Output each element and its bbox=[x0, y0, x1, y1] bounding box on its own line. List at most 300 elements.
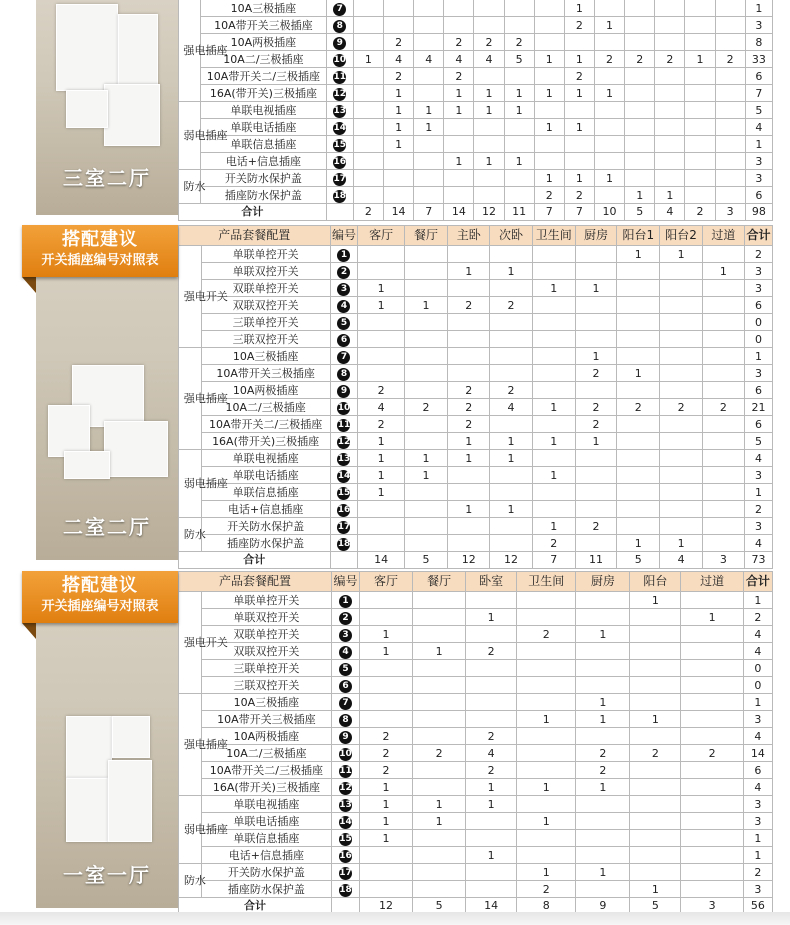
product-name: 开关防水保护盖 bbox=[201, 170, 327, 187]
cell-value bbox=[702, 535, 744, 552]
item-number bbox=[331, 609, 359, 626]
number-badge: 15 bbox=[339, 834, 352, 844]
cell-value bbox=[384, 153, 414, 170]
cell-value: 1 bbox=[660, 535, 702, 552]
cell-value: 2 bbox=[466, 643, 517, 660]
cell-value bbox=[448, 246, 490, 263]
cell-value bbox=[625, 119, 655, 136]
cell-value: 1 bbox=[532, 467, 575, 484]
floorplan-image bbox=[46, 4, 166, 154]
cell-value bbox=[358, 263, 404, 280]
cell-value bbox=[655, 34, 685, 51]
number-badge: 16 bbox=[333, 157, 347, 167]
cell-value bbox=[617, 433, 660, 450]
cell-value: 1 bbox=[384, 85, 414, 102]
cell-value bbox=[532, 297, 575, 314]
row-total: 3 bbox=[744, 518, 772, 535]
column-header: 客厅 bbox=[360, 572, 413, 592]
cell-value bbox=[504, 17, 534, 34]
cell-value bbox=[504, 119, 534, 136]
product-name: 单联电话插座 bbox=[201, 813, 331, 830]
cell-value bbox=[655, 102, 685, 119]
row-total: 3 bbox=[743, 813, 772, 830]
row-total: 6 bbox=[745, 68, 772, 85]
number-badge: 8 bbox=[339, 714, 352, 727]
cell-value bbox=[466, 592, 517, 609]
cell-value bbox=[360, 660, 413, 677]
cell-value bbox=[630, 762, 681, 779]
cell-value: 2 bbox=[625, 51, 655, 68]
item-number bbox=[331, 847, 359, 864]
cell-value bbox=[466, 813, 517, 830]
cell-value bbox=[594, 0, 624, 17]
cell-value bbox=[444, 119, 474, 136]
column-header: 编号 bbox=[330, 226, 358, 246]
cell-value bbox=[660, 331, 702, 348]
cell-value bbox=[630, 813, 681, 830]
product-name: 10A两极插座 bbox=[201, 382, 330, 399]
cell-value bbox=[360, 881, 413, 898]
table-row bbox=[179, 830, 773, 847]
item-number bbox=[330, 467, 358, 484]
cell-value: 2 bbox=[660, 399, 702, 416]
cell-value bbox=[660, 433, 702, 450]
cell-value bbox=[617, 382, 660, 399]
cell-value bbox=[448, 331, 490, 348]
cell-value bbox=[517, 677, 576, 694]
column-sum: 10 bbox=[594, 204, 624, 221]
table-row bbox=[179, 119, 773, 136]
cell-value bbox=[617, 314, 660, 331]
cell-value: 1 bbox=[702, 263, 744, 280]
cell-value bbox=[448, 467, 490, 484]
cell-value bbox=[353, 119, 383, 136]
cell-value: 1 bbox=[404, 297, 447, 314]
cell-value bbox=[413, 864, 466, 881]
header-row bbox=[179, 572, 773, 592]
cell-value bbox=[360, 864, 413, 881]
row-total: 3 bbox=[744, 263, 772, 280]
column-header: 卫生间 bbox=[517, 572, 576, 592]
cell-value: 2 bbox=[413, 745, 466, 762]
row-total: 3 bbox=[744, 467, 772, 484]
cell-value: 1 bbox=[532, 518, 575, 535]
product-name: 10A带开关二/三极插座 bbox=[201, 68, 327, 85]
product-name: 10A三极插座 bbox=[201, 0, 327, 17]
table-row bbox=[179, 813, 773, 830]
column-sum: 5 bbox=[404, 552, 447, 569]
row-total: 2 bbox=[744, 501, 772, 518]
cell-value bbox=[490, 518, 532, 535]
product-name: 插座防水保护盖 bbox=[201, 881, 331, 898]
product-name: 开关防水保护盖 bbox=[201, 864, 331, 881]
number-badge: 14 bbox=[333, 123, 347, 133]
table-row bbox=[179, 314, 773, 331]
category-label bbox=[179, 864, 206, 898]
cell-value: 1 bbox=[576, 626, 630, 643]
cell-value bbox=[617, 263, 660, 280]
fixture-table bbox=[178, 571, 773, 915]
cell-value: 4 bbox=[358, 399, 404, 416]
cell-value bbox=[625, 68, 655, 85]
cell-value: 1 bbox=[466, 847, 517, 864]
cell-value bbox=[630, 796, 681, 813]
product-name: 单联信息插座 bbox=[201, 136, 327, 153]
cell-value: 2 bbox=[564, 187, 594, 204]
column-sum: 14 bbox=[384, 204, 414, 221]
cell-value: 2 bbox=[681, 745, 743, 762]
cell-value bbox=[413, 609, 466, 626]
product-name: 10A三极插座 bbox=[201, 348, 330, 365]
table-row bbox=[179, 102, 773, 119]
cell-value: 1 bbox=[660, 246, 702, 263]
cell-value bbox=[685, 0, 715, 17]
row-total: 3 bbox=[745, 17, 772, 34]
item-number bbox=[330, 331, 358, 348]
cell-value bbox=[702, 365, 744, 382]
table-row bbox=[179, 745, 773, 762]
cell-value: 2 bbox=[384, 34, 414, 51]
cell-value bbox=[576, 813, 630, 830]
cell-value: 2 bbox=[575, 518, 616, 535]
cell-value: 1 bbox=[617, 246, 660, 263]
column-sum: 5 bbox=[617, 552, 660, 569]
cell-value: 2 bbox=[576, 745, 630, 762]
number-badge: 15 bbox=[337, 488, 351, 498]
row-total: 21 bbox=[744, 399, 772, 416]
cell-value bbox=[353, 187, 383, 204]
number-badge: 13 bbox=[333, 106, 347, 116]
table-row bbox=[179, 68, 773, 85]
table-row bbox=[179, 263, 773, 280]
cell-value bbox=[715, 170, 745, 187]
table-row bbox=[179, 0, 773, 17]
cell-value: 1 bbox=[404, 450, 447, 467]
cell-value bbox=[715, 85, 745, 102]
cell-value: 1 bbox=[630, 592, 681, 609]
cell-value: 1 bbox=[358, 450, 404, 467]
table-row bbox=[179, 280, 773, 297]
item-number bbox=[326, 17, 353, 34]
cell-value bbox=[534, 17, 564, 34]
product-name: 16A(带开关)三极插座 bbox=[201, 779, 331, 796]
item-number bbox=[330, 314, 358, 331]
column-sum: 5 bbox=[625, 204, 655, 221]
cell-value bbox=[353, 68, 383, 85]
section-three-room bbox=[0, 0, 790, 219]
product-name: 三联双控开关 bbox=[201, 677, 331, 694]
cell-value: 1 bbox=[630, 881, 681, 898]
product-name: 三联单控开关 bbox=[201, 660, 331, 677]
product-name: 单联双控开关 bbox=[201, 609, 331, 626]
column-sum: 2 bbox=[685, 204, 715, 221]
cell-value bbox=[630, 643, 681, 660]
item-number bbox=[331, 796, 359, 813]
column-sum: 7 bbox=[534, 204, 564, 221]
product-name: 10A带开关三极插座 bbox=[201, 711, 331, 728]
product-name: 10A带开关二/三极插座 bbox=[201, 762, 331, 779]
cell-value bbox=[630, 626, 681, 643]
cell-value: 1 bbox=[444, 85, 474, 102]
column-header: 阳台1 bbox=[617, 226, 660, 246]
number-badge: 10 bbox=[333, 55, 347, 65]
cell-value bbox=[353, 153, 383, 170]
cell-value bbox=[681, 660, 743, 677]
banner-title: 搭配建议 bbox=[62, 229, 138, 250]
number-badge: 9 bbox=[337, 385, 350, 398]
cell-value bbox=[617, 348, 660, 365]
cell-value bbox=[685, 85, 715, 102]
cell-value: 2 bbox=[466, 762, 517, 779]
cell-value: 1 bbox=[534, 119, 564, 136]
item-number bbox=[330, 450, 358, 467]
cell-value bbox=[490, 365, 532, 382]
cell-value: 1 bbox=[490, 450, 532, 467]
cell-value: 1 bbox=[504, 85, 534, 102]
row-total: 1 bbox=[745, 0, 772, 17]
cell-value bbox=[358, 501, 404, 518]
product-name: 单联电视插座 bbox=[201, 102, 327, 119]
cell-value: 1 bbox=[504, 102, 534, 119]
cell-value: 1 bbox=[360, 796, 413, 813]
table-row bbox=[179, 779, 773, 796]
item-number bbox=[326, 153, 353, 170]
cell-value bbox=[617, 450, 660, 467]
cell-value bbox=[594, 34, 624, 51]
cell-value bbox=[490, 416, 532, 433]
column-header: 客厅 bbox=[358, 226, 404, 246]
item-number bbox=[326, 0, 353, 17]
table-row bbox=[179, 796, 773, 813]
cell-value bbox=[384, 0, 414, 17]
cell-value: 2 bbox=[384, 68, 414, 85]
column-sum: 14 bbox=[466, 898, 517, 915]
column-sum: 9 bbox=[576, 898, 630, 915]
row-total: 6 bbox=[744, 297, 772, 314]
number-badge: 5 bbox=[339, 663, 352, 676]
cell-value: 2 bbox=[575, 365, 616, 382]
banner-title: 搭配建议 bbox=[62, 575, 138, 596]
cell-value bbox=[414, 153, 444, 170]
cell-value bbox=[490, 467, 532, 484]
cell-value bbox=[534, 136, 564, 153]
cell-value bbox=[617, 331, 660, 348]
number-badge: 18 bbox=[337, 539, 351, 549]
cell-value bbox=[534, 0, 564, 17]
cell-value: 1 bbox=[575, 433, 616, 450]
row-total: 5 bbox=[745, 102, 772, 119]
table-row bbox=[179, 416, 773, 433]
cell-value bbox=[358, 365, 404, 382]
cell-value: 1 bbox=[564, 170, 594, 187]
cell-value: 1 bbox=[358, 280, 404, 297]
column-header: 阳台2 bbox=[660, 226, 702, 246]
number-badge: 6 bbox=[337, 334, 350, 347]
cell-value bbox=[517, 694, 576, 711]
cell-value: 2 bbox=[448, 399, 490, 416]
number-badge: 7 bbox=[333, 3, 346, 16]
cell-value bbox=[630, 728, 681, 745]
category-label bbox=[179, 450, 228, 518]
cell-value bbox=[655, 153, 685, 170]
column-sum: 8 bbox=[517, 898, 576, 915]
cell-value bbox=[630, 779, 681, 796]
number-badge: 14 bbox=[339, 817, 352, 827]
cell-value bbox=[575, 331, 616, 348]
table-row bbox=[179, 382, 773, 399]
column-header: 阳台 bbox=[630, 572, 681, 592]
cell-value: 1 bbox=[532, 433, 575, 450]
header-row bbox=[179, 226, 773, 246]
row-total: 14 bbox=[743, 745, 772, 762]
cell-value bbox=[517, 762, 576, 779]
cell-value bbox=[575, 263, 616, 280]
cell-value bbox=[681, 813, 743, 830]
cell-value: 2 bbox=[534, 187, 564, 204]
number-badge: 17 bbox=[337, 522, 351, 532]
number-badge: 10 bbox=[339, 749, 352, 759]
product-name: 插座防水保护盖 bbox=[201, 535, 330, 552]
column-sum: 12 bbox=[360, 898, 413, 915]
cell-value: 2 bbox=[532, 535, 575, 552]
number-badge: 12 bbox=[337, 437, 351, 447]
cell-value bbox=[660, 263, 702, 280]
number-badge: 4 bbox=[337, 300, 350, 313]
cell-value: 1 bbox=[517, 711, 576, 728]
row-total: 0 bbox=[744, 314, 772, 331]
cell-value bbox=[655, 85, 685, 102]
cell-value bbox=[617, 280, 660, 297]
category-label bbox=[179, 694, 228, 796]
cell-value bbox=[625, 34, 655, 51]
cell-value bbox=[625, 170, 655, 187]
cell-value bbox=[532, 416, 575, 433]
cell-value: 1 bbox=[517, 779, 576, 796]
row-total: 6 bbox=[744, 416, 772, 433]
cell-value bbox=[702, 501, 744, 518]
column-header: 合计 bbox=[744, 226, 772, 246]
cell-value: 2 bbox=[617, 399, 660, 416]
cell-value: 1 bbox=[594, 17, 624, 34]
number-badge: 1 bbox=[339, 595, 352, 608]
cell-value bbox=[474, 136, 504, 153]
cell-value bbox=[404, 382, 447, 399]
cell-value bbox=[504, 0, 534, 17]
cell-value bbox=[532, 365, 575, 382]
cell-value bbox=[715, 34, 745, 51]
cell-value bbox=[594, 153, 624, 170]
banner-subtitle: 开关插座编号对照表 bbox=[41, 253, 159, 268]
product-name: 10A带开关二/三极插座 bbox=[201, 416, 330, 433]
column-sum: 5 bbox=[630, 898, 681, 915]
product-name: 单联信息插座 bbox=[201, 484, 330, 501]
cell-value bbox=[474, 17, 504, 34]
cell-value bbox=[685, 34, 715, 51]
column-sum: 4 bbox=[660, 552, 702, 569]
cell-value: 1 bbox=[532, 399, 575, 416]
cell-value bbox=[517, 745, 576, 762]
cell-value: 2 bbox=[517, 881, 576, 898]
cell-value bbox=[444, 17, 474, 34]
cell-value bbox=[404, 280, 447, 297]
cell-value bbox=[625, 153, 655, 170]
cell-value: 1 bbox=[404, 467, 447, 484]
cell-value bbox=[576, 728, 630, 745]
number-badge: 8 bbox=[337, 368, 350, 381]
cell-value bbox=[358, 314, 404, 331]
cell-value bbox=[685, 153, 715, 170]
cell-value bbox=[448, 484, 490, 501]
cell-value bbox=[617, 416, 660, 433]
cell-value: 1 bbox=[384, 102, 414, 119]
cell-value bbox=[681, 626, 743, 643]
cell-value bbox=[466, 694, 517, 711]
number-badge: 16 bbox=[339, 851, 352, 861]
number-badge: 18 bbox=[339, 885, 352, 895]
banner-subtitle: 开关插座编号对照表 bbox=[41, 599, 159, 614]
cell-value: 2 bbox=[575, 416, 616, 433]
cell-value bbox=[517, 847, 576, 864]
table-row bbox=[179, 450, 773, 467]
cell-value: 1 bbox=[575, 280, 616, 297]
cell-value bbox=[532, 382, 575, 399]
cell-value bbox=[413, 711, 466, 728]
cell-value bbox=[413, 677, 466, 694]
cell-value bbox=[715, 136, 745, 153]
cell-value bbox=[702, 280, 744, 297]
cell-value bbox=[490, 280, 532, 297]
cell-value bbox=[474, 68, 504, 85]
cell-value bbox=[576, 881, 630, 898]
column-sum: 11 bbox=[504, 204, 534, 221]
cell-value bbox=[517, 609, 576, 626]
number-badge: 3 bbox=[339, 629, 352, 642]
cell-value bbox=[358, 348, 404, 365]
cell-value bbox=[466, 881, 517, 898]
sum-row bbox=[179, 552, 773, 569]
product-name: 单联双控开关 bbox=[201, 263, 330, 280]
cell-value: 1 bbox=[358, 297, 404, 314]
cell-value bbox=[504, 187, 534, 204]
cell-value bbox=[532, 501, 575, 518]
cell-value bbox=[490, 535, 532, 552]
cell-value: 2 bbox=[630, 745, 681, 762]
category-text: 强电开关 bbox=[183, 636, 228, 649]
item-number bbox=[331, 626, 359, 643]
cell-value: 1 bbox=[564, 51, 594, 68]
column-sum: 14 bbox=[358, 552, 404, 569]
cell-value bbox=[353, 34, 383, 51]
cell-value: 4 bbox=[490, 399, 532, 416]
cell-value bbox=[681, 847, 743, 864]
cell-value: 1 bbox=[490, 263, 532, 280]
column-sum: 11 bbox=[575, 552, 616, 569]
cell-value: 1 bbox=[353, 51, 383, 68]
cell-value: 2 bbox=[517, 626, 576, 643]
fixture-table bbox=[178, 225, 773, 569]
cell-value: 1 bbox=[413, 796, 466, 813]
table-row bbox=[179, 153, 773, 170]
cell-value bbox=[358, 518, 404, 535]
table-row bbox=[179, 535, 773, 552]
item-number bbox=[330, 501, 358, 518]
column-sum: 7 bbox=[414, 204, 444, 221]
cell-value bbox=[660, 382, 702, 399]
cell-value: 2 bbox=[564, 68, 594, 85]
category-label bbox=[179, 348, 228, 450]
row-total: 1 bbox=[743, 694, 772, 711]
cell-value: 1 bbox=[360, 643, 413, 660]
